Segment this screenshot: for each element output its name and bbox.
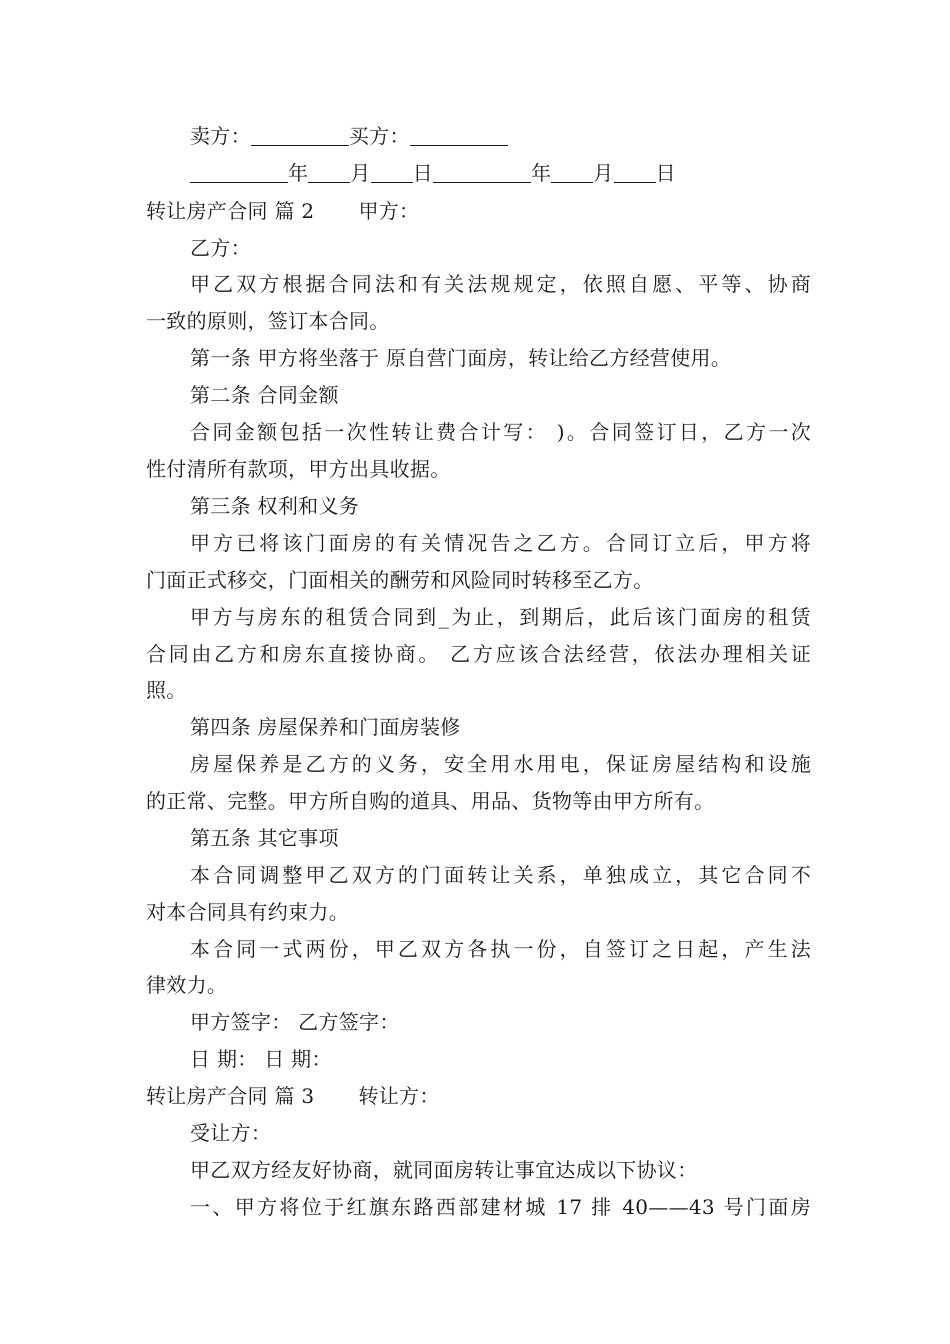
article-1: 第一条 甲方将坐落于 原自营门面房，转让给乙方经营使用。 [190, 346, 732, 370]
seller-buyer-line [190, 122, 811, 150]
paragraph-line: 房屋保养是乙方的义务，安全用水用电，保证房屋结构和设施 [190, 752, 811, 776]
signature-line: 甲方签字： 乙方签字： [190, 1010, 400, 1034]
buyer-blank [410, 123, 508, 146]
article-5-title: 第五条 其它事项 [190, 826, 339, 850]
day-label-2: 日 [655, 161, 676, 185]
day-blank [371, 160, 413, 183]
paragraph-line: 甲方已将该门面房的有关情况告之乙方。合同订立后，甲方将 [190, 531, 811, 555]
seller-label: 卖方： [190, 124, 251, 148]
paragraph-line: 门面正式移交，门面相关的酬劳和风险同时转移至乙方。 [146, 568, 654, 592]
transferee-label: 受让方： [190, 1121, 272, 1145]
section3-heading-line [146, 1082, 811, 1110]
year-blank-2 [433, 160, 531, 183]
party-a-label: 甲方： [358, 199, 420, 223]
date-line [190, 159, 811, 187]
paragraph-line: 一、甲方将位于红旗东路西部建材城 17 排 40——43 号门面房 [190, 1195, 811, 1219]
buyer-label: 买方： [348, 124, 410, 148]
month-blank-2 [551, 160, 593, 183]
paragraph-line: 本合同一式两份，甲乙双方各执一份，自签订之日起，产生法 [190, 937, 811, 961]
paragraph-line: 本合同调整甲乙双方的门面转让关系，单独成立，其它合同不 [190, 863, 811, 887]
paragraph-line: 对本合同具有约束力。 [146, 900, 349, 924]
year-label-2: 年 [530, 161, 552, 185]
seller-blank [251, 123, 349, 146]
paragraph-line: 甲乙双方经友好协商，就同面房转让事宜达成以下协议： [190, 1158, 698, 1182]
paragraph-line: 性付清所有款项，甲方出具收据。 [146, 457, 451, 481]
paragraph-line: 甲乙双方根据合同法和有关法规规定，依照自愿、平等、协商 [190, 272, 811, 296]
paragraph-line: 甲方与房东的租赁合同到_为止，到期后，此后该门面房的租赁 [190, 605, 811, 629]
paragraph-line: 合同金额包括一次性转让费合计写： )。合同签订日，乙方一次 [190, 420, 811, 444]
year-label: 年 [288, 161, 309, 185]
party-b-label: 乙方： [190, 236, 251, 260]
year-blank [190, 160, 288, 183]
month-label-2: 月 [593, 161, 614, 185]
section2-heading-line [146, 197, 811, 225]
paragraph-line: 律效力。 [146, 973, 228, 997]
article-2-title: 第二条 合同金额 [190, 383, 339, 407]
paragraph-line: 照。 [146, 678, 187, 702]
paragraph-line: 的正常、完整。甲方所自购的道具、用品、货物等由甲方所有。 [146, 789, 715, 813]
section2-heading: 转让房产合同 篇 2 [146, 199, 315, 223]
section3-heading: 转让房产合同 篇 3 [146, 1084, 315, 1108]
article-3-title: 第三条 权利和义务 [190, 494, 360, 518]
day-blank-2 [614, 160, 656, 183]
paragraph-line: 合同由乙方和房东直接协商。 乙方应该合法经营，依法办理相关证 [146, 642, 811, 666]
month-blank [308, 160, 350, 183]
date-signature-line: 日 期： 日 期： [190, 1047, 332, 1071]
transferor-label: 转让方： [358, 1084, 440, 1108]
article-4-title: 第四条 房屋保养和门面房装修 [190, 715, 461, 739]
day-label: 日 [412, 161, 433, 185]
paragraph-line: 一致的原则，签订本合同。 [146, 309, 390, 333]
month-label: 月 [350, 161, 371, 185]
